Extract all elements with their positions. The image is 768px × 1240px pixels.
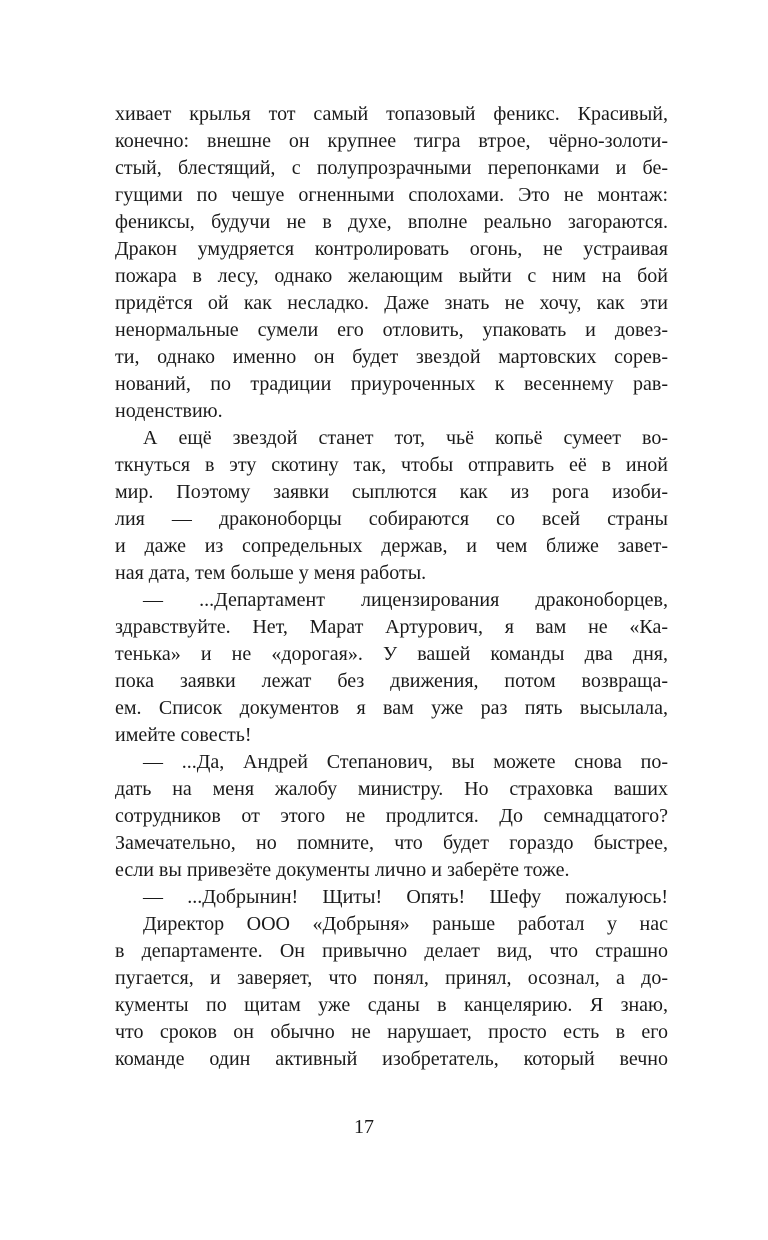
- text-line: придётся ой как несладко. Даже знать не хочу, как эти: [115, 292, 668, 314]
- text-line: в департаменте. Он привычно делает вид, что страшно: [115, 940, 668, 962]
- text-line: Дракон умудряется контролировать огонь, не устраивая: [115, 238, 668, 260]
- text-line: имейте совесть!: [115, 724, 252, 746]
- text-line: и даже из сопредельных держав, и чем ближе завет-: [115, 535, 668, 557]
- text-line: ненормальные сумели его отловить, упаковать и довез-: [115, 319, 668, 341]
- text-line: фениксы, будучи не в духе, вполне реально загораются.: [115, 211, 668, 233]
- text-line: команде один активный изобретатель, который вечно: [115, 1048, 668, 1070]
- text-line: Замечательно, но помните, что будет гораздо быстрее,: [115, 832, 668, 854]
- text-line: здравствуйте. Нет, Марат Артурович, я вам не «Ка-: [115, 616, 668, 638]
- text-line: если вы привезёте документы лично и заберёте тоже.: [115, 859, 570, 881]
- text-line: конечно: внешне он крупнее тигра втрое, чёрно-золоти-: [115, 130, 668, 152]
- text-line: дать на меня жалобу министру. Но страховка ваших: [115, 778, 668, 800]
- text-line: хивает крылья тот самый топазовый феникс. Красивый,: [115, 103, 668, 125]
- text-line: — ...Да, Андрей Степанович, вы можете снова по-: [143, 751, 668, 773]
- text-line: пока заявки лежат без движения, потом возвраща-: [115, 670, 668, 692]
- text-line: ти, однако именно он будет звездой мартовских сорев-: [115, 346, 668, 368]
- text-line: что сроков он обычно не нарушает, просто есть в его: [115, 1021, 668, 1043]
- text-line: — ...Департамент лицензирования драконоборцев,: [143, 589, 668, 611]
- text-line: лия — драконоборцы собираются со всей страны: [115, 508, 668, 530]
- text-line: ткнуться в эту скотину так, чтобы отправить её в иной: [115, 454, 668, 476]
- text-line: пугается, и заверяет, что понял, принял, осознал, а до-: [115, 967, 668, 989]
- text-line: сотрудников от этого не продлится. До семнадцатого?: [115, 805, 668, 827]
- text-line: пожара в лесу, однако желающим выйти с ним на бой: [115, 265, 668, 287]
- text-line: стый, блестящий, с полупрозрачными перепонками и бе-: [115, 157, 668, 179]
- page-number: 17: [354, 1116, 374, 1138]
- text-line: Директор ООО «Добрыня» раньше работал у нас: [143, 913, 668, 935]
- text-line: кументы по щитам уже сданы в канцелярию. Я знаю,: [115, 994, 668, 1016]
- text-line: гущими по чешуе огненными сполохами. Это не монтаж:: [115, 184, 668, 206]
- text-line: нований, по традиции приуроченных к весеннему рав-: [115, 373, 668, 395]
- text-line: мир. Поэтому заявки сыплются как из рога изоби-: [115, 481, 668, 503]
- page-body-text: [115, 101, 668, 1073]
- text-line: — ...Добрынин! Щиты! Опять! Шефу пожалуюсь!: [143, 886, 668, 908]
- text-line: ем. Список документов я вам уже раз пять высылала,: [115, 697, 668, 719]
- text-line: ноденствию.: [115, 400, 223, 422]
- text-line: ная дата, тем больше у меня работы.: [115, 562, 427, 584]
- text-line: тенька» и не «дорогая». У вашей команды два дня,: [115, 643, 668, 665]
- text-line: А ещё звездой станет тот, чьё копьё сумеет во-: [143, 427, 668, 449]
